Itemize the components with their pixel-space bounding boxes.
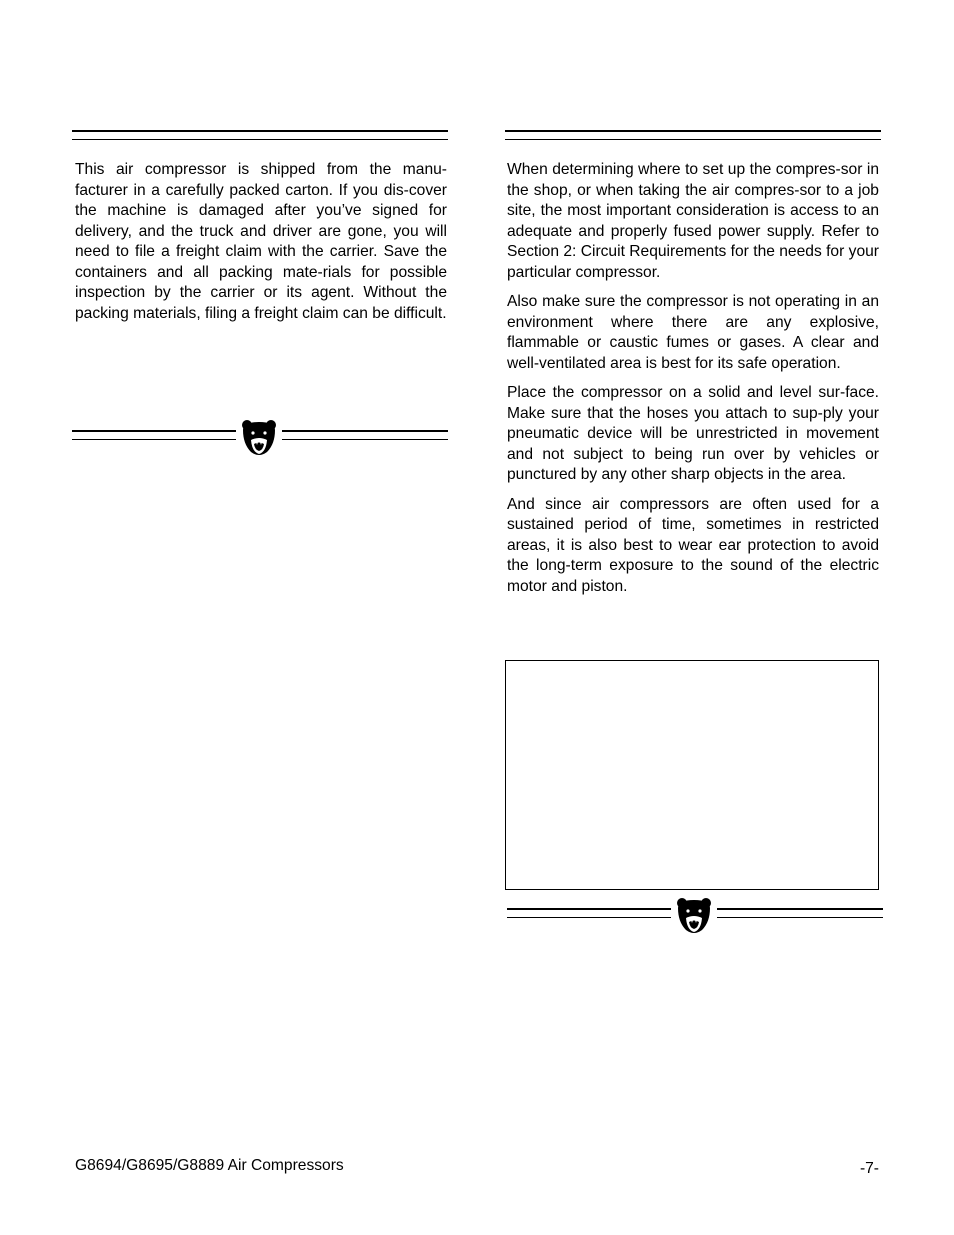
right-section-divider [507,896,883,936]
notice-box [505,660,879,890]
placement-paragraph: Place the compressor on a solid and level sur-face. Make sure that the hoses you attach to sup-ply your pneumatic device will be unrestricted in movement and not subject to being run over by vehicles or punctured by any other sharp objects in the area. [507,384,879,483]
footer-model-text: G8694/G8695/G8889 Air Compressors [75,1157,344,1174]
left-section-header-rule [72,130,448,132]
divider-line-left [507,908,671,910]
left-section-divider [72,418,448,458]
bear-head-icon [674,896,714,936]
divider-line-right [717,908,883,910]
divider-line-left [72,430,236,432]
bear-head-icon [239,418,279,458]
right-section-header-rule [505,130,881,132]
shipping-damage-paragraph: This air compressor is shipped from the manu-facturer in a carefully packed carton. If you dis-cover the machine is damaged after you’ve signed for delivery, and the truck and driver are gone, you will need to file a freight claim with the carrier. Save the containers and all packing mate-rials for possible inspection by the carrier or its agent. Without the packing materials, filing a freight claim can be difficult. [75,161,447,322]
divider-line-right [282,430,448,432]
ear-protection-paragraph: And since air compressors are often used for a sustained period of time, sometimes in restricted areas, it is also best to wear ear protection to avoid the long-term exposure to the sound of the electric motor and piston. [507,495,879,595]
left-column-text [75,160,447,333]
environment-paragraph: Also make sure the compressor is not operating in an environment where there are any explosive, flammable or caustic fumes or gases. A clear and well-ventilated area is best for its safe operation. [507,293,879,372]
power-supply-paragraph: When determining where to set up the compres-sor in the shop, or when taking the air compres-sor to a job site, the most important consideration is access to an adequate and properly fused power supply. Refer to Section 2: Circuit Requirements for the needs for your particular compressor. [507,161,879,281]
page-number: -7- [859,1160,879,1177]
right-column-text [507,160,879,606]
